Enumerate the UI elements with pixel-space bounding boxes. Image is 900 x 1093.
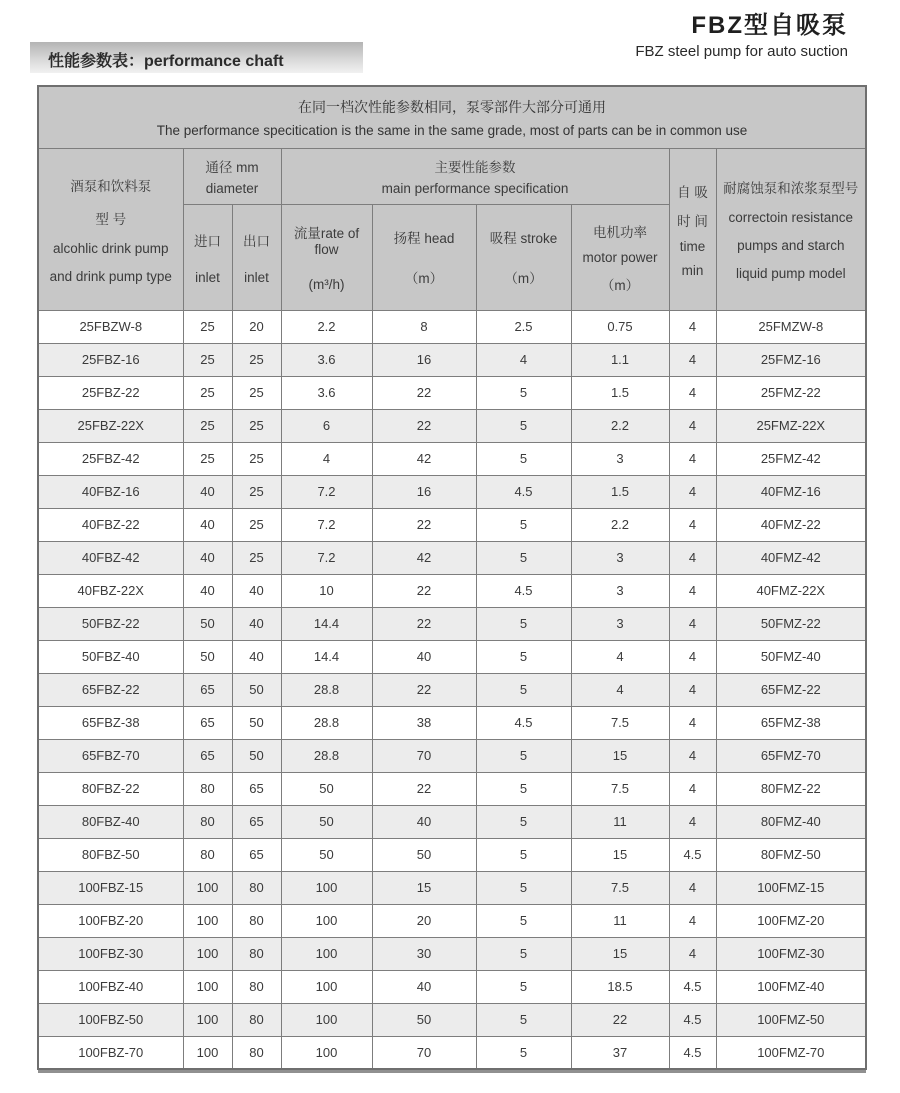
pump-model-cell: 50FBZ-22: [38, 607, 183, 640]
flow-rate-cell: 3.6: [281, 376, 372, 409]
pump-model-cell: 25FBZ-22X: [38, 409, 183, 442]
priming-time-cell: 4: [669, 772, 716, 805]
flow-rate-cell: 100: [281, 937, 372, 970]
flow-rate-cell: 7.2: [281, 508, 372, 541]
priming-time-cell: 4: [669, 871, 716, 904]
outlet-cell: 40: [232, 574, 281, 607]
inlet-cell: 65: [183, 739, 232, 772]
inlet-cell: 50: [183, 607, 232, 640]
col-header-stroke: 吸程 stroke （m）: [476, 205, 571, 310]
pump-model-cell: 40FBZ-22: [38, 508, 183, 541]
flow-rate-cell: 4: [281, 442, 372, 475]
resistance-model-cell: 40FMZ-22X: [716, 574, 866, 607]
note-row: [38, 86, 866, 148]
flow-rate-cell: 3.6: [281, 343, 372, 376]
col-header-motor-power: 电机功率 motor power （m）: [571, 205, 669, 310]
stroke-cell: 5: [476, 673, 571, 706]
flow-rate-cell: 14.4: [281, 640, 372, 673]
priming-time-cell: 4: [669, 640, 716, 673]
inlet-cell: 80: [183, 772, 232, 805]
motor-power-cell: 18.5: [571, 970, 669, 1003]
head-cell: 42: [372, 442, 476, 475]
flow-rate-cell: 100: [281, 904, 372, 937]
stroke-cell: 2.5: [476, 310, 571, 343]
priming-time-cell: 4: [669, 739, 716, 772]
table-row: [38, 508, 866, 541]
priming-time-cell: 4: [669, 937, 716, 970]
table-row: [38, 343, 866, 376]
stroke-cell: 5: [476, 805, 571, 838]
inlet-cell: 25: [183, 442, 232, 475]
table-row: [38, 838, 866, 871]
flow-rate-cell: 14.4: [281, 607, 372, 640]
outlet-cell: 80: [232, 1003, 281, 1036]
motor-power-cell: 1.5: [571, 376, 669, 409]
head-cell: 22: [372, 376, 476, 409]
inlet-cell: 100: [183, 1003, 232, 1036]
motor-power-cell: 2.2: [571, 409, 669, 442]
motor-power-cell: 37: [571, 1036, 669, 1069]
outlet-cell: 40: [232, 607, 281, 640]
inlet-cell: 25: [183, 343, 232, 376]
outlet-cell: 40: [232, 640, 281, 673]
resistance-model-cell: 40FMZ-16: [716, 475, 866, 508]
stroke-cell: 5: [476, 541, 571, 574]
head-cell: 8: [372, 310, 476, 343]
performance-table: [37, 85, 867, 1070]
pump-model-cell: 25FBZ-22: [38, 376, 183, 409]
motor-power-cell: 3: [571, 574, 669, 607]
resistance-model-cell: 25FMZ-22: [716, 376, 866, 409]
inlet-cell: 100: [183, 1036, 232, 1069]
head-cell: 22: [372, 409, 476, 442]
stroke-cell: 5: [476, 442, 571, 475]
inlet-cell: 40: [183, 508, 232, 541]
head-cell: 40: [372, 970, 476, 1003]
flow-rate-cell: 6: [281, 409, 372, 442]
flow-rate-cell: 10: [281, 574, 372, 607]
motor-power-cell: 15: [571, 739, 669, 772]
pump-model-cell: 100FBZ-15: [38, 871, 183, 904]
flow-rate-cell: 100: [281, 1036, 372, 1069]
priming-time-cell: 4: [669, 343, 716, 376]
priming-time-cell: 4: [669, 541, 716, 574]
header-group-row: [38, 148, 866, 205]
flow-rate-cell: 100: [281, 871, 372, 904]
outlet-cell: 25: [232, 442, 281, 475]
motor-power-cell: 7.5: [571, 871, 669, 904]
pump-model-cell: 40FBZ-42: [38, 541, 183, 574]
outlet-cell: 65: [232, 772, 281, 805]
pump-model-cell: 65FBZ-38: [38, 706, 183, 739]
motor-power-cell: 11: [571, 904, 669, 937]
resistance-model-cell: 40FMZ-42: [716, 541, 866, 574]
pump-model-cell: 25FBZ-42: [38, 442, 183, 475]
table-row: [38, 772, 866, 805]
outlet-cell: 25: [232, 475, 281, 508]
resistance-model-cell: 25FMZW-8: [716, 310, 866, 343]
table-row: [38, 574, 866, 607]
stroke-cell: 4.5: [476, 574, 571, 607]
table-row: [38, 607, 866, 640]
stroke-cell: 5: [476, 871, 571, 904]
pump-model-cell: 65FBZ-70: [38, 739, 183, 772]
pump-model-cell: 25FBZW-8: [38, 310, 183, 343]
pump-model-cell: 100FBZ-30: [38, 937, 183, 970]
resistance-model-cell: 40FMZ-22: [716, 508, 866, 541]
stroke-cell: 5: [476, 607, 571, 640]
resistance-model-cell: 50FMZ-22: [716, 607, 866, 640]
head-cell: 50: [372, 1003, 476, 1036]
resistance-model-cell: 50FMZ-40: [716, 640, 866, 673]
flow-rate-cell: 2.2: [281, 310, 372, 343]
table-row: [38, 673, 866, 706]
pump-model-cell: 100FBZ-50: [38, 1003, 183, 1036]
head-cell: 22: [372, 574, 476, 607]
outlet-cell: 50: [232, 673, 281, 706]
table-row: [38, 937, 866, 970]
inlet-cell: 25: [183, 310, 232, 343]
inlet-cell: 100: [183, 937, 232, 970]
stroke-cell: 4.5: [476, 475, 571, 508]
stroke-cell: 4.5: [476, 706, 571, 739]
outlet-cell: 20: [232, 310, 281, 343]
pump-model-cell: 80FBZ-22: [38, 772, 183, 805]
flow-rate-cell: 28.8: [281, 673, 372, 706]
table-row: [38, 442, 866, 475]
inlet-cell: 80: [183, 838, 232, 871]
pump-model-cell: 100FBZ-20: [38, 904, 183, 937]
motor-power-cell: 15: [571, 937, 669, 970]
priming-time-cell: 4: [669, 475, 716, 508]
col-header-flow-rate: 流量rate of flow (m³/h): [281, 205, 372, 310]
motor-power-cell: 4: [571, 673, 669, 706]
inlet-cell: 40: [183, 541, 232, 574]
resistance-model-cell: 100FMZ-20: [716, 904, 866, 937]
head-cell: 30: [372, 937, 476, 970]
inlet-cell: 40: [183, 475, 232, 508]
outlet-cell: 80: [232, 937, 281, 970]
stroke-cell: 5: [476, 1036, 571, 1069]
motor-power-cell: 7.5: [571, 772, 669, 805]
stroke-cell: 5: [476, 904, 571, 937]
section-heading: 性能参数表：performance chaft: [30, 42, 363, 73]
priming-time-cell: 4: [669, 442, 716, 475]
motor-power-cell: 1.1: [571, 343, 669, 376]
head-cell: 22: [372, 673, 476, 706]
pump-model-cell: 65FBZ-22: [38, 673, 183, 706]
page-title-en: FBZ steel pump for auto suction: [635, 43, 848, 60]
flow-rate-cell: 7.2: [281, 475, 372, 508]
flow-rate-cell: 100: [281, 1003, 372, 1036]
resistance-model-cell: 65FMZ-22: [716, 673, 866, 706]
priming-time-cell: 4: [669, 706, 716, 739]
head-cell: 15: [372, 871, 476, 904]
table-row: [38, 1036, 866, 1069]
resistance-model-cell: 65FMZ-70: [716, 739, 866, 772]
inlet-cell: 50: [183, 640, 232, 673]
col-header-priming-time: 自 吸 时 间 time min: [669, 148, 716, 310]
col-header-inlet: 进口 inlet: [183, 205, 232, 310]
outlet-cell: 65: [232, 805, 281, 838]
table-row: [38, 310, 866, 343]
stroke-cell: 5: [476, 937, 571, 970]
stroke-cell: 5: [476, 409, 571, 442]
priming-time-cell: 4: [669, 607, 716, 640]
priming-time-cell: 4: [669, 409, 716, 442]
table-row: [38, 739, 866, 772]
stroke-cell: 5: [476, 508, 571, 541]
inlet-cell: 65: [183, 673, 232, 706]
pump-model-cell: 50FBZ-40: [38, 640, 183, 673]
priming-time-cell: 4.5: [669, 1003, 716, 1036]
priming-time-cell: 4: [669, 376, 716, 409]
outlet-cell: 80: [232, 1036, 281, 1069]
motor-power-cell: 7.5: [571, 706, 669, 739]
flow-rate-cell: 28.8: [281, 706, 372, 739]
outlet-cell: 25: [232, 541, 281, 574]
resistance-model-cell: 25FMZ-22X: [716, 409, 866, 442]
table-row: [38, 904, 866, 937]
page-title-cn: FBZ型自吸泵: [691, 12, 848, 39]
head-cell: 20: [372, 904, 476, 937]
stroke-cell: 5: [476, 970, 571, 1003]
outlet-cell: 25: [232, 508, 281, 541]
resistance-model-cell: 100FMZ-50: [716, 1003, 866, 1036]
resistance-model-cell: 100FMZ-70: [716, 1036, 866, 1069]
inlet-cell: 40: [183, 574, 232, 607]
head-cell: 16: [372, 343, 476, 376]
outlet-cell: 50: [232, 706, 281, 739]
col-header-main-spec-group: 主要性能参数 main performance specification: [281, 148, 669, 205]
resistance-model-cell: 100FMZ-30: [716, 937, 866, 970]
flow-rate-cell: 7.2: [281, 541, 372, 574]
priming-time-cell: 4: [669, 508, 716, 541]
table-row: [38, 475, 866, 508]
resistance-model-cell: 25FMZ-42: [716, 442, 866, 475]
head-cell: 70: [372, 1036, 476, 1069]
head-cell: 70: [372, 739, 476, 772]
outlet-cell: 25: [232, 376, 281, 409]
head-cell: 38: [372, 706, 476, 739]
note-text-en: The performance specitication is the same in the same grade, most of parts can be in common use: [156, 122, 748, 138]
flow-rate-cell: 50: [281, 805, 372, 838]
head-cell: 40: [372, 805, 476, 838]
flow-rate-cell: 50: [281, 838, 372, 871]
outlet-cell: 80: [232, 904, 281, 937]
table-body: [38, 310, 866, 1069]
motor-power-cell: 1.5: [571, 475, 669, 508]
motor-power-cell: 4: [571, 640, 669, 673]
outlet-cell: 65: [232, 838, 281, 871]
stroke-cell: 5: [476, 772, 571, 805]
resistance-model-cell: 65FMZ-38: [716, 706, 866, 739]
head-cell: 42: [372, 541, 476, 574]
priming-time-cell: 4.5: [669, 838, 716, 871]
head-cell: 16: [372, 475, 476, 508]
pump-model-cell: 40FBZ-22X: [38, 574, 183, 607]
resistance-model-cell: 80FMZ-50: [716, 838, 866, 871]
inlet-cell: 80: [183, 805, 232, 838]
stroke-cell: 5: [476, 838, 571, 871]
table-row: [38, 970, 866, 1003]
inlet-cell: 65: [183, 706, 232, 739]
flow-rate-cell: 28.8: [281, 739, 372, 772]
resistance-model-cell: 25FMZ-16: [716, 343, 866, 376]
table-row: [38, 871, 866, 904]
table-row: [38, 706, 866, 739]
outlet-cell: 25: [232, 409, 281, 442]
table-row: [38, 376, 866, 409]
outlet-cell: 80: [232, 871, 281, 904]
flow-rate-cell: 50: [281, 772, 372, 805]
outlet-cell: 50: [232, 739, 281, 772]
table-row: [38, 541, 866, 574]
motor-power-cell: 22: [571, 1003, 669, 1036]
note-text-cn: 在同一档次性能参数相同，泵零部件大部分可通用: [298, 98, 607, 115]
motor-power-cell: 3: [571, 607, 669, 640]
inlet-cell: 25: [183, 376, 232, 409]
resistance-model-cell: 80FMZ-40: [716, 805, 866, 838]
col-header-head: 扬程 head （m）: [372, 205, 476, 310]
pump-model-cell: 100FBZ-70: [38, 1036, 183, 1069]
pump-model-cell: 100FBZ-40: [38, 970, 183, 1003]
head-cell: 40: [372, 640, 476, 673]
col-header-outlet: 出口 inlet: [232, 205, 281, 310]
priming-time-cell: 4: [669, 805, 716, 838]
col-header-resistance-model: 耐腐蚀泵和浓浆泵型号 correctoin resistance pumps and starch liquid pump model: [716, 148, 866, 310]
head-cell: 22: [372, 607, 476, 640]
priming-time-cell: 4: [669, 673, 716, 706]
priming-time-cell: 4: [669, 574, 716, 607]
stroke-cell: 5: [476, 376, 571, 409]
head-cell: 22: [372, 508, 476, 541]
priming-time-cell: 4: [669, 904, 716, 937]
motor-power-cell: 3: [571, 541, 669, 574]
motor-power-cell: 15: [571, 838, 669, 871]
table-row: [38, 409, 866, 442]
resistance-model-cell: 80FMZ-22: [716, 772, 866, 805]
inlet-cell: 25: [183, 409, 232, 442]
pump-model-cell: 40FBZ-16: [38, 475, 183, 508]
outlet-cell: 80: [232, 970, 281, 1003]
inlet-cell: 100: [183, 904, 232, 937]
outlet-cell: 25: [232, 343, 281, 376]
head-cell: 22: [372, 772, 476, 805]
priming-time-cell: 4: [669, 310, 716, 343]
pump-model-cell: 25FBZ-16: [38, 343, 183, 376]
motor-power-cell: 11: [571, 805, 669, 838]
head-cell: 50: [372, 838, 476, 871]
stroke-cell: 5: [476, 739, 571, 772]
priming-time-cell: 4.5: [669, 1036, 716, 1069]
resistance-model-cell: 100FMZ-40: [716, 970, 866, 1003]
flow-rate-cell: 100: [281, 970, 372, 1003]
col-header-pump-type: 酒泵和饮料泵 型 号 alcohlic drink pump and drink pump type: [38, 148, 183, 310]
resistance-model-cell: 100FMZ-15: [716, 871, 866, 904]
motor-power-cell: 2.2: [571, 508, 669, 541]
pump-model-cell: 80FBZ-50: [38, 838, 183, 871]
stroke-cell: 5: [476, 640, 571, 673]
motor-power-cell: 0.75: [571, 310, 669, 343]
motor-power-cell: 3: [571, 442, 669, 475]
inlet-cell: 100: [183, 970, 232, 1003]
table-row: [38, 805, 866, 838]
table-row: [38, 1003, 866, 1036]
page-titles: [635, 5, 848, 60]
stroke-cell: 4: [476, 343, 571, 376]
col-header-diameter-group: 通径 mm diameter: [183, 148, 281, 205]
stroke-cell: 5: [476, 1003, 571, 1036]
table-row: [38, 640, 866, 673]
priming-time-cell: 4.5: [669, 970, 716, 1003]
table-note: [38, 86, 866, 148]
inlet-cell: 100: [183, 871, 232, 904]
pump-model-cell: 80FBZ-40: [38, 805, 183, 838]
